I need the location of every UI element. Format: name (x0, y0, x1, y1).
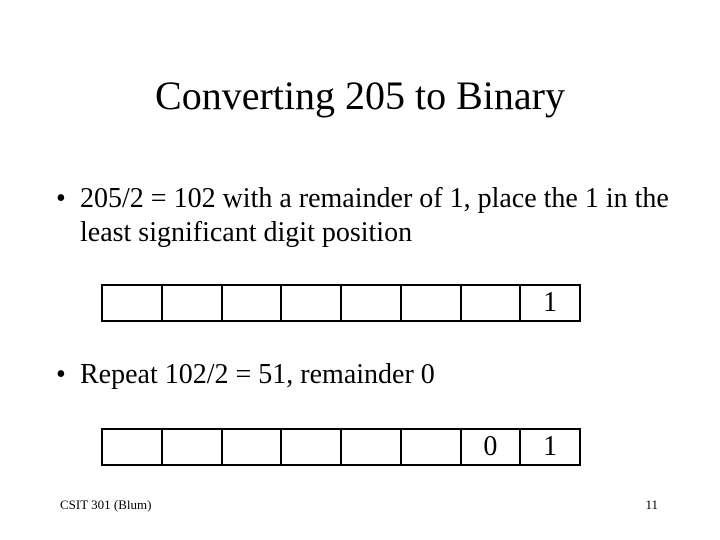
digit-cell: 0 (462, 430, 522, 464)
bullet-marker: • (56, 183, 66, 214)
digit-cell: 1 (543, 287, 558, 318)
footer-course-label: CSIT 301 (Blum) (60, 497, 152, 512)
digit-cell (462, 286, 522, 320)
digit-cell (163, 286, 223, 320)
bullet-marker: • (56, 359, 66, 390)
digit-cell (163, 430, 223, 464)
slide-number: 11 (645, 497, 658, 512)
bullet-item (56, 182, 676, 250)
digit-cell (402, 286, 462, 320)
bullet-text: 205/2 = 102 with a remainder of 1, place the 1 in the least significant digit position (80, 183, 669, 248)
digit-cell (223, 286, 283, 320)
digit-cell (103, 286, 163, 320)
digit-cell (103, 430, 163, 464)
binary-digit-row (101, 284, 581, 322)
digit-cell (282, 430, 342, 464)
bullet-text: Repeat 102/2 = 51, remainder 0 (80, 359, 435, 390)
digit-cell (223, 430, 283, 464)
digit-cell (342, 430, 402, 464)
digit-cell (342, 286, 402, 320)
digit-cell (402, 430, 462, 464)
digit-cell (282, 286, 342, 320)
digit-cell: 1 (543, 431, 558, 462)
bullet-item (56, 358, 676, 392)
binary-digit-row (101, 428, 581, 466)
slide-title: Converting 205 to Binary (155, 73, 565, 118)
